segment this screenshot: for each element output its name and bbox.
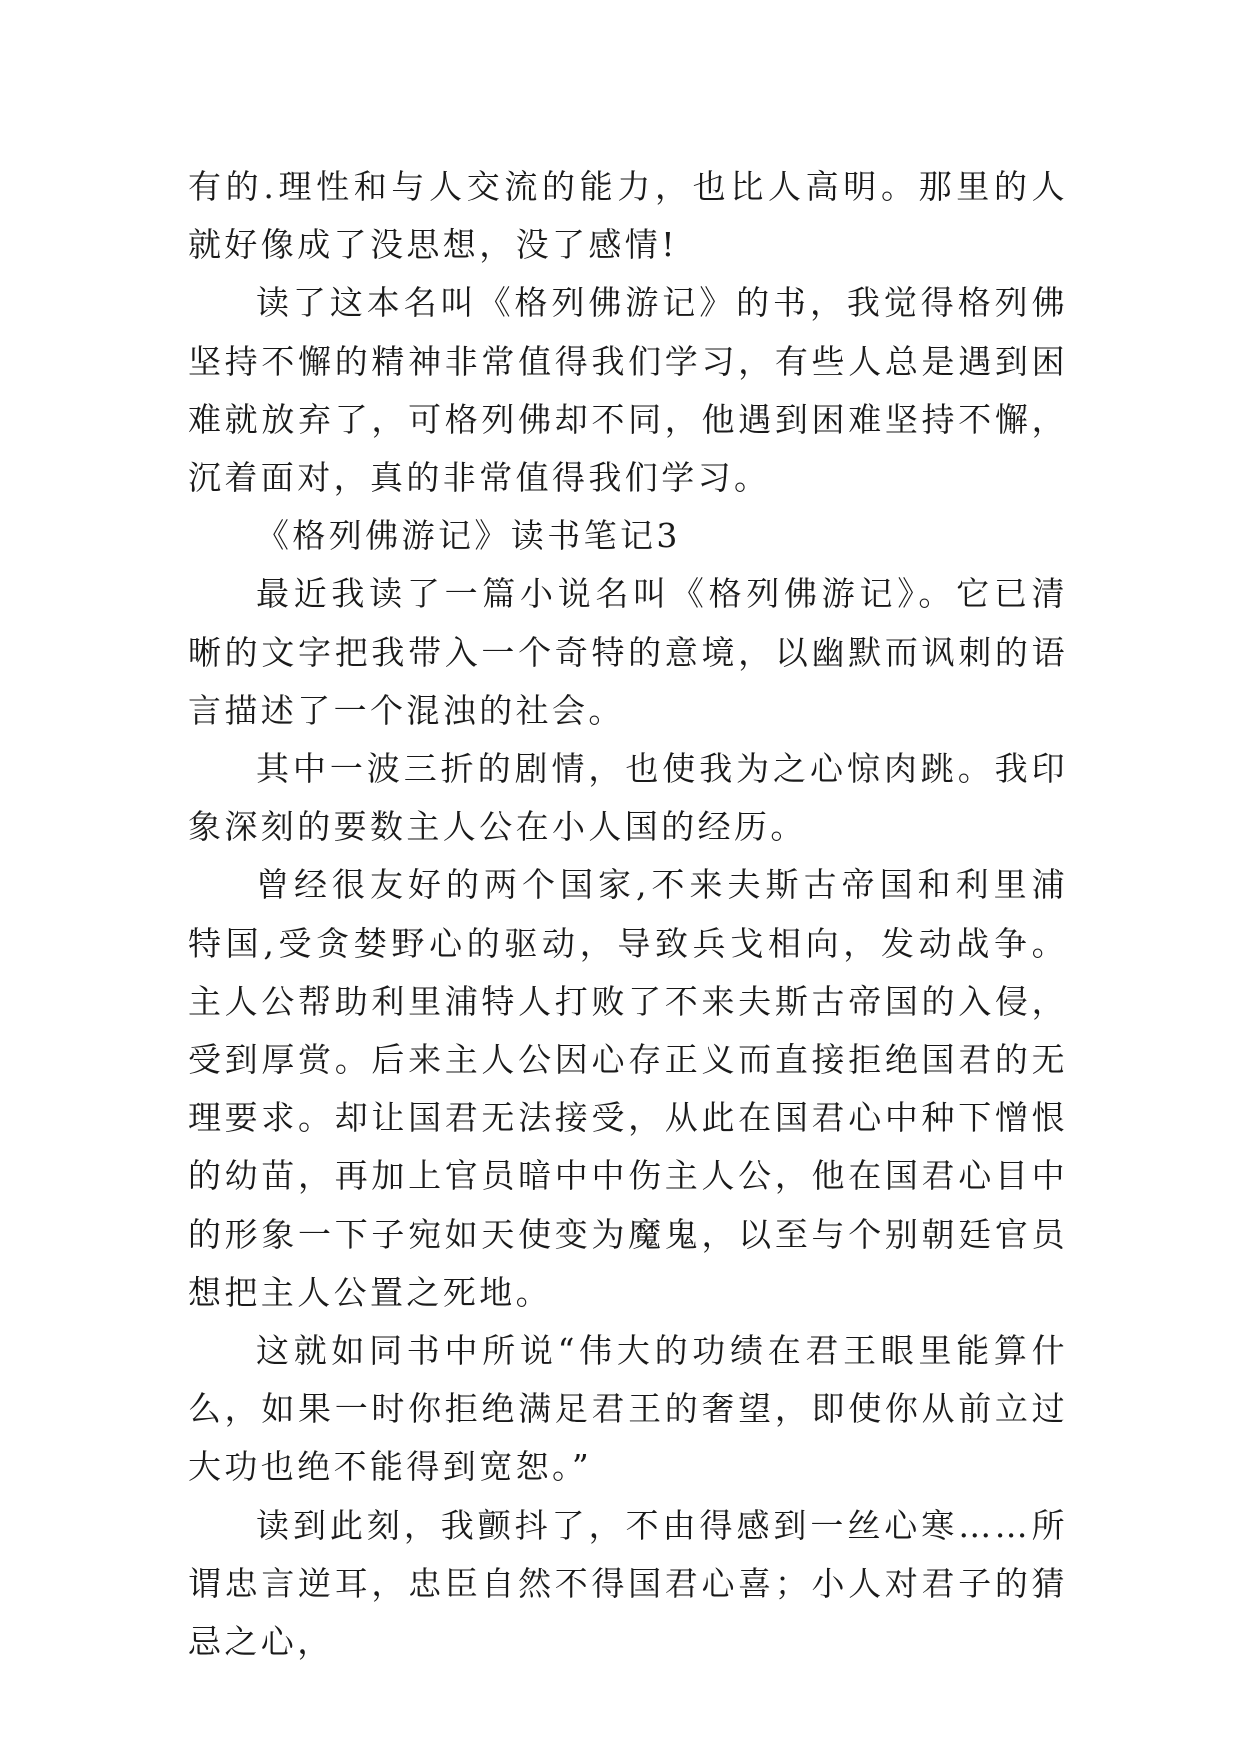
section-heading: 《格列佛游记》读书笔记3 xyxy=(256,516,681,556)
paragraph-reflection: 读了这本名叫《格列佛游记》的书，我觉得格列佛坚持不懈的精神非常值得我们学习，有些人总是遇到困难就放弃了，可格列佛却不同，他遇到困难坚持不懈，沉着面对，真的非常值得我们学习。 xyxy=(188,283,1068,498)
paragraph-continued: 有的.理性和与人交流的能力，也比人高明。那里的人就好像成了没思想，没了感情! xyxy=(188,167,1068,265)
paragraph-story: 曾经很友好的两个国家,不来夫斯古帝国和利里浦特国,受贪婪野心的驱动，导致兵戈相向，发动战争。主人公帮助利里浦特人打败了不来夫斯古帝国的入侵，受到厚赏。后来主人公因心存正义而直接拒绝国君的无理要求。却让国君无法接受，从此在国君心中种下憎恨的幼苗，再加上官员暗中中伤主人公，他在国君心目中的形象一下子宛如天使变为魔鬼，以至与个别朝廷官员想把主人公置之死地。 xyxy=(188,865,1068,1312)
paragraph-quote: 这就如同书中所说“伟大的功绩在君王眼里能算什么，如果一时你拒绝满足君王的奢望，即使你从前立过大功也绝不能得到宽恕。” xyxy=(188,1331,1068,1487)
paragraph-plot: 其中一波三折的剧情，也使我为之心惊肉跳。我印象深刻的要数主人公在小人国的经历。 xyxy=(188,749,1068,847)
paragraph-intro: 最近我读了一篇小说名叫《格列佛游记》。它已清晰的文字把我带入一个奇特的意境，以幽默而讽刺的语言描述了一个混浊的社会。 xyxy=(188,574,1068,730)
document-body xyxy=(188,158,1068,1671)
paragraph-feeling: 读到此刻，我颤抖了，不由得感到一丝心寒……所谓忠言逆耳，忠臣自然不得国君心喜；小人对君子的猜忌之心， xyxy=(188,1505,1068,1662)
